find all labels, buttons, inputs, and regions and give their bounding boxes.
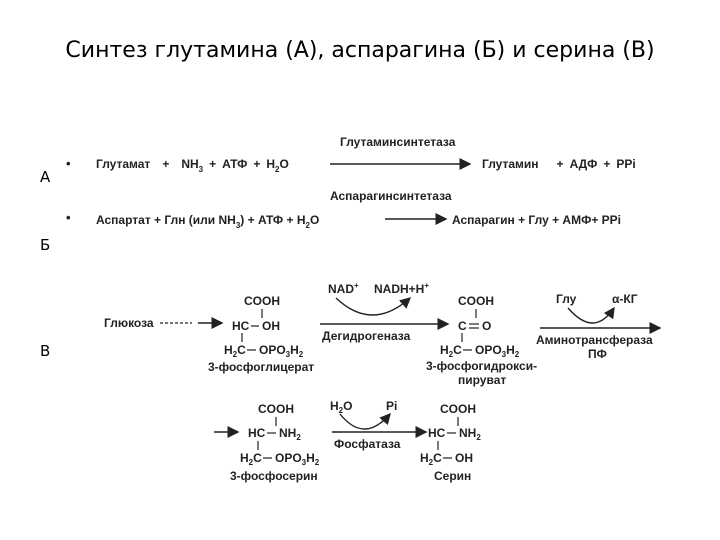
- svg-text:O: O: [482, 319, 492, 333]
- svg-text:NAD+: NAD+: [328, 281, 359, 296]
- svg-text:H2C: $H_2C$: [420, 451, 442, 467]
- enzyme-asparagine-synthetase: Аспарагинсинтетаза: [330, 189, 452, 203]
- svg-text:OPO3H2: $OPO_3H_2$: [259, 343, 304, 359]
- curved-arrow-h2o: [340, 414, 390, 429]
- svg-text:COOH: COOH: [458, 294, 494, 308]
- structure-3-phosphoglycerate: [208, 294, 314, 374]
- structure-3-phosphohydroxypyruvate: [426, 294, 537, 387]
- label-a: А: [40, 168, 51, 186]
- akg-label: α-КГ: [612, 292, 638, 306]
- enzyme-glutamine-synthetase: Глутаминсинтетаза: [340, 135, 456, 149]
- h2o-label: $H_2O$: [330, 399, 353, 415]
- svg-text:3-фосфосерин: 3-фосфосерин: [230, 469, 318, 483]
- structure-serine: [420, 402, 481, 483]
- svg-text:C: C: [458, 319, 467, 333]
- svg-text:3-фосфогидрокси-: 3-фосфогидрокси-: [426, 359, 538, 373]
- svg-text:Серин: Серин: [434, 469, 472, 483]
- reaction-b-right: Аспарагин + Глу + АМФ+ PPi: [452, 213, 622, 227]
- reaction-a-left: Глутамат + $NH_3$ + АТФ + $H_2O$: [96, 157, 289, 174]
- label-v: В: [40, 342, 51, 360]
- svg-text:NH2: $NH_2$: [279, 426, 301, 442]
- svg-text:OH: OH: [455, 451, 473, 465]
- curved-arrow-glu: [568, 308, 614, 323]
- dehydrogenase-label: Дегидрогеназа: [322, 329, 411, 343]
- svg-text:HC: HC: [428, 426, 446, 440]
- page-title: Синтез глутамина (А), аспарагина (Б) и серина (В): [65, 38, 655, 63]
- phosphatase-label: Фосфатаза: [334, 437, 401, 451]
- svg-text:COOH: COOH: [440, 402, 476, 416]
- bullet-a: •: [66, 156, 71, 171]
- pf-label: ПФ: [588, 347, 607, 361]
- svg-text:HC: HC: [232, 319, 250, 333]
- label-b: Б: [40, 236, 51, 254]
- bullet-b: •: [66, 210, 71, 225]
- svg-text:H2C: $H_2C$: [224, 343, 246, 359]
- svg-text:пируват: пируват: [458, 373, 507, 387]
- nadh-label: NADH+H: [374, 282, 425, 296]
- svg-text:H2C: $H_2C$: [440, 343, 462, 359]
- svg-text:COOH: COOH: [258, 402, 294, 416]
- curved-arrow-nad: [336, 298, 410, 315]
- svg-text:OH: OH: [262, 319, 280, 333]
- reaction-b-left: Аспартат + Глн (или $NH_3$) + АТФ + $H_2O$: [96, 213, 320, 230]
- svg-text:HC: HC: [248, 426, 266, 440]
- aminotransferase-label: Аминотрансфераза: [536, 333, 653, 347]
- svg-text:NADH+H+: NADH+H+: [374, 281, 430, 296]
- nad-label: NAD: [328, 282, 354, 296]
- glucose-label: Глюкоза: [104, 316, 154, 330]
- svg-text:OPO3H2: $OPO_3H_2$: [475, 343, 520, 359]
- reaction-a-right: Глутамин + АДФ + PPi: [482, 157, 636, 171]
- svg-text:H2C: $H_2C$: [240, 451, 262, 467]
- svg-text:OPO3H2: $OPO_3H_2$: [275, 451, 320, 467]
- svg-text:NH2: $NH_2$: [459, 426, 481, 442]
- pga-name: 3-фосфоглицерат: [208, 360, 315, 374]
- svg-text:COOH: COOH: [244, 294, 280, 308]
- glu-label: Глу: [556, 292, 577, 306]
- pi-label: Pi: [386, 399, 398, 413]
- structure-3-phosphoserine: [230, 402, 320, 483]
